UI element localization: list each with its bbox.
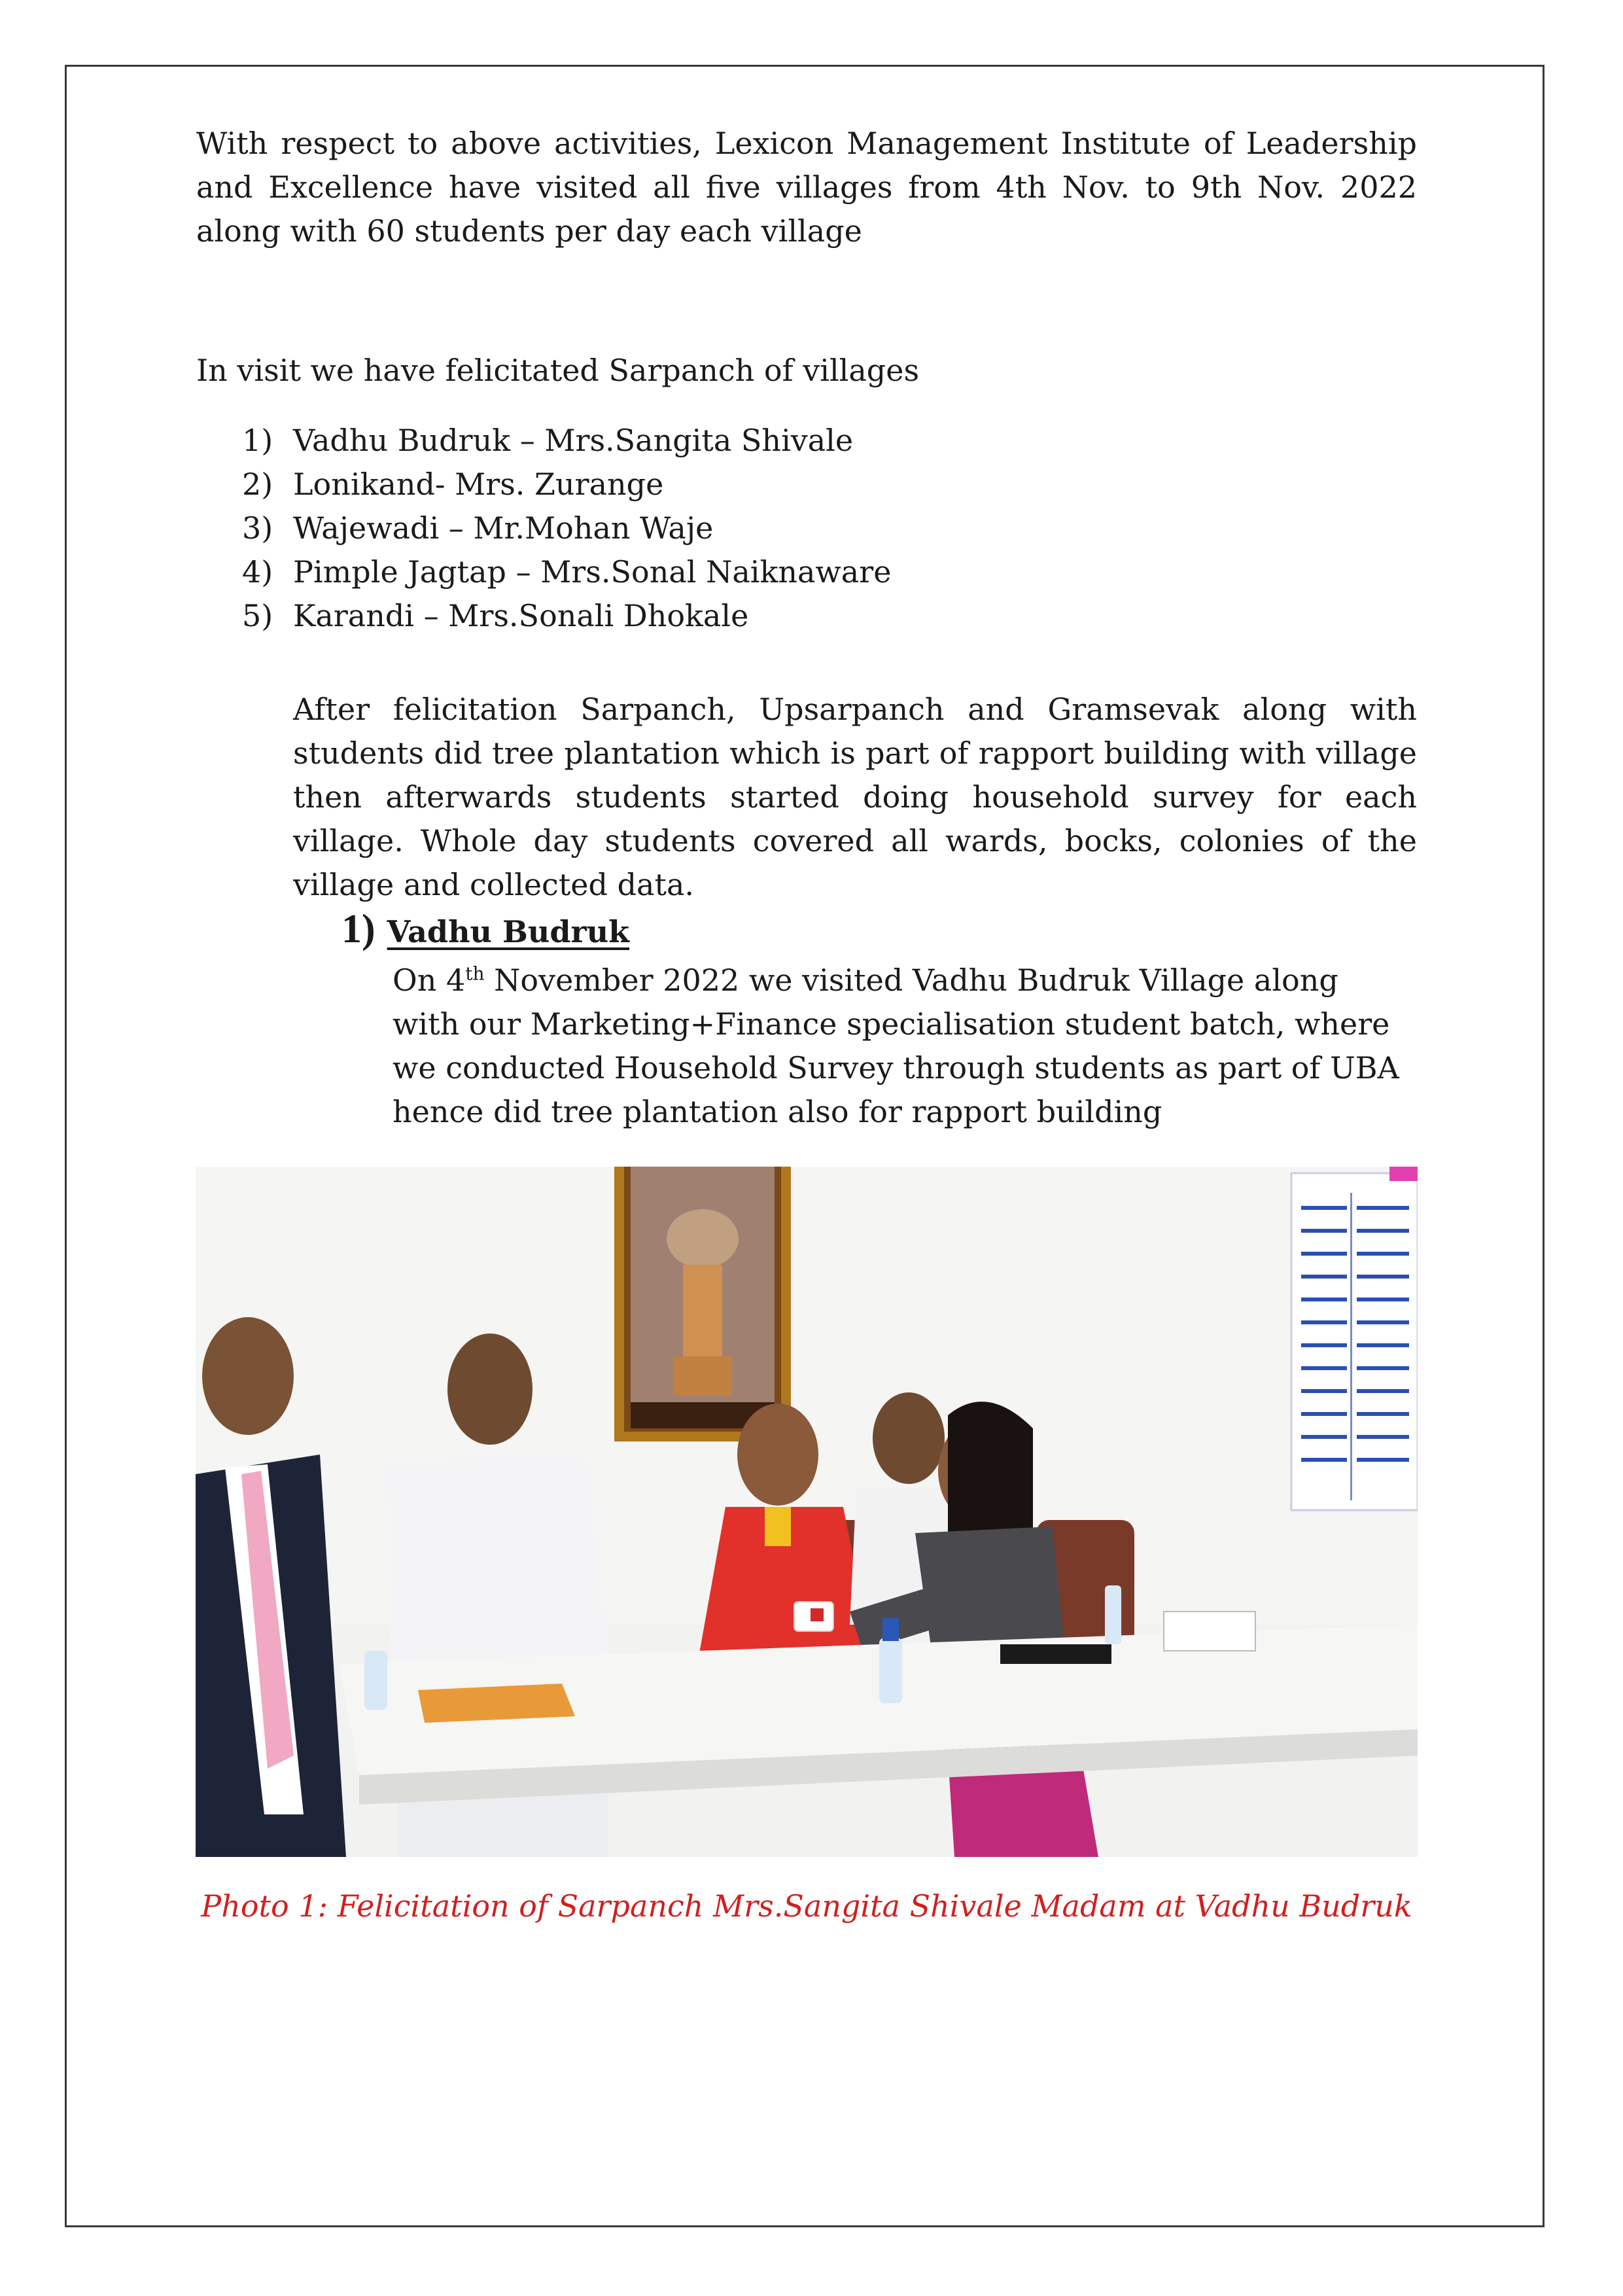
felicitation-photo: [196, 1167, 1418, 1857]
section-heading: [341, 908, 629, 954]
list-item: 1) Vadhu Budruk – Mrs.Sangita Shivale: [242, 423, 854, 458]
portrait-frame: [614, 1167, 791, 1441]
activities-paragraph: After felicitation Sarpanch, Upsarpanch and Gramsevak along with students did tree plantation which is part of rapport building with village then afterwards students started doing household survey for each village. Whole day students covered all wards, bocks, colonies of the village and collected data.: [293, 692, 1417, 902]
section-title: Vadhu Budruk: [387, 914, 630, 949]
list-item: 3) Wajewadi – Mr.Mohan Waje: [242, 510, 714, 546]
notice-board: [1291, 1167, 1418, 1510]
photo-caption: Photo 1: Felicitation of Sarpanch Mrs.Sangita Shivale Madam at Vadhu Budruk: [201, 1888, 1412, 1924]
felicitation-intro: In visit we have felicitated Sarpanch of villages: [196, 353, 920, 388]
list-item: 4) Pimple Jagtap – Mrs.Sonal Naiknaware: [242, 554, 892, 590]
section-paragraph: On 4th November 2022 we visited Vadhu Budruk Village along with our Marketing+Finance specialisation student batch, where we conducted Household Survey through students as part of UBA hence did tree plantation also for rapport building: [393, 963, 1399, 1129]
section-number: 1): [341, 907, 375, 951]
list-item: 5) Karandi – Mrs.Sonali Dhokale: [242, 598, 749, 633]
sarpanch-list: [242, 419, 891, 638]
intro-paragraph: With respect to above activities, Lexicon Management Institute of Leadership and Excellence have visited all five villages from 4th Nov. to 9th Nov. 2022 along with 60 students per day each village: [196, 126, 1417, 249]
list-item: 2) Lonikand- Mrs. Zurange: [242, 467, 664, 502]
